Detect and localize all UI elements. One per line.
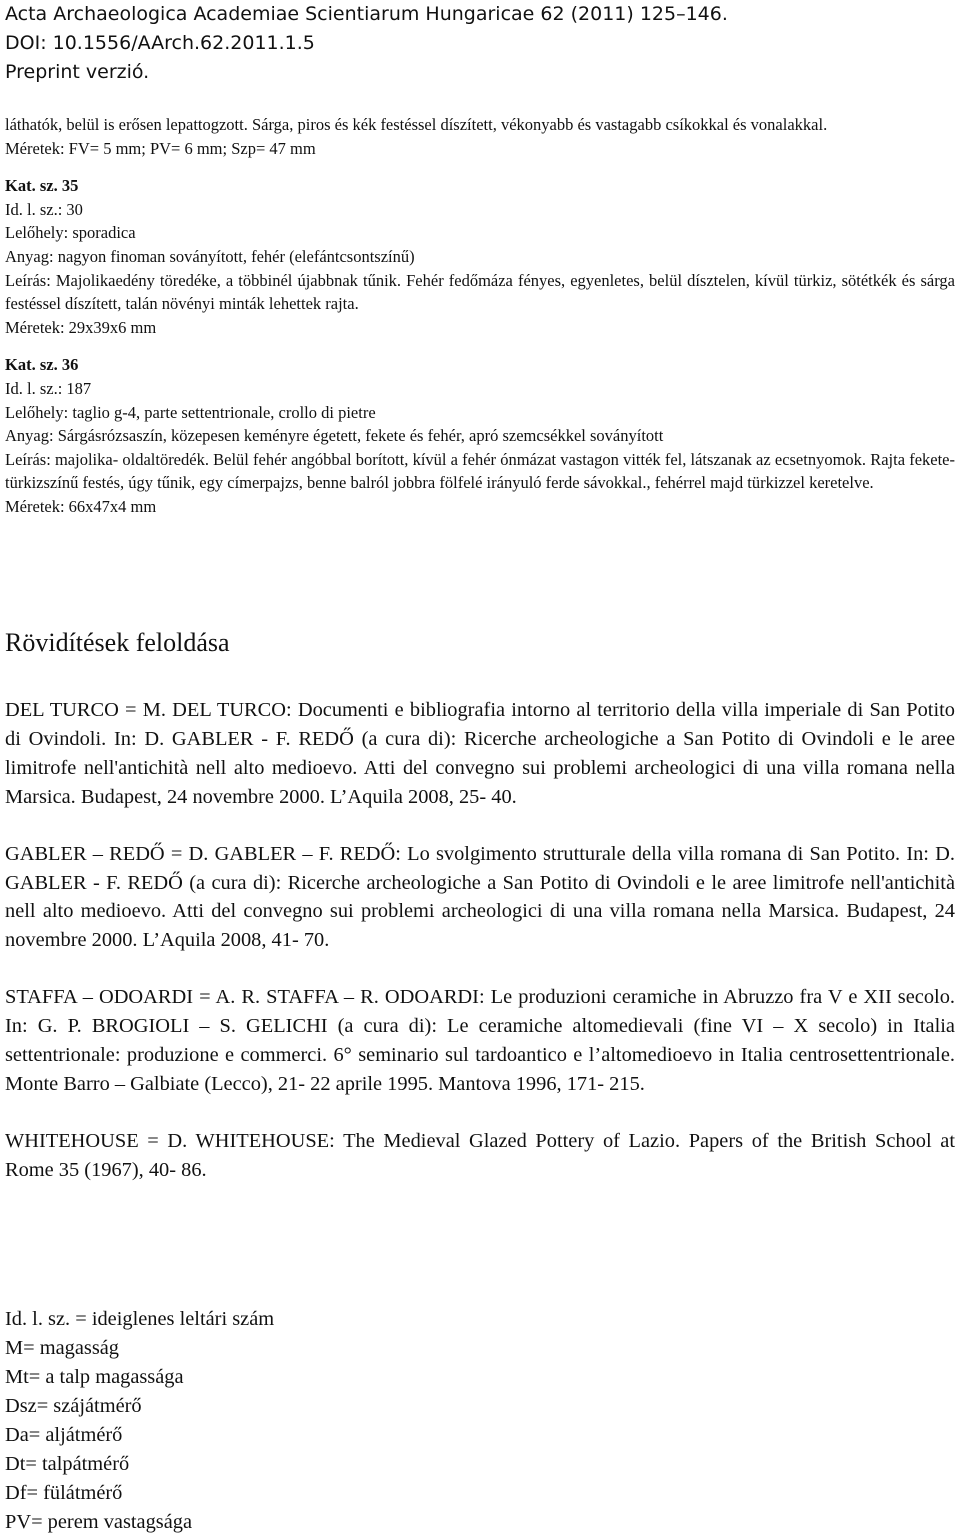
abbreviation-item: PV= perem vastagsága: [5, 1511, 193, 1533]
entry-35-description: Leírás: Majolikaedény töredéke, a többinél újabbnak tűnik. Fehér fedőmáza fényes, egyenletes, belül dísztelen, kívül türkiz, sötétkék és sárga festéssel díszített, talán növényi minták lehettek rajta.: [5, 270, 955, 314]
abbreviation-item: Mt= a talp magassága: [5, 1366, 184, 1388]
entry-36-dimensions: Méretek: 66x47x4 mm: [5, 496, 157, 516]
reference-gabler-redo: GABLER – REDŐ = D. GABLER – F. REDŐ: Lo svolgimento strutturale della villa romana di San Potito. In: D. GABLER - F. REDŐ (a cura di): Ricerche archeologiche a San Potito di Ovindoli e le aree limitrofe nell'antichità nell alto medioevo. Atti del convegno sui problemi archeologici di una villa romana nella Marsica. Budapest, 24 novembre 2000. L’Aquila 2008, 41- 70.: [5, 842, 955, 952]
entry-36-number: Kat. sz. 36: [5, 355, 79, 375]
entry-36-description: Leírás: majolika- oldaltöredék. Belül fehér angóbbal borított, kívül a fehér ónmázat vastagon vitték fel, látszanak az ecsetnyomok. Rajta fekete- türkizszínű festés, úgy tűnik, egy címerpajzs, benne balról jobbra fölfelé irányuló ferde sávokkal., fehérrel majd türkizzel keretelve.: [5, 449, 955, 493]
reference-staffa-odoardi: STAFFA – ODOARDI = A. R. STAFFA – R. ODOARDI: Le produzioni ceramiche in Abruzzo fra V e XII secolo. In: G. P. BROGIOLI – S. GELICHI (a cura di): Le ceramiche altomedievali (fine VI – X secolo) in Italia settentrionale: produzione e commerci. 6° seminario sul tardoantico e l’altomedioevo in Italia centrosettentrionale. Monte Barro – Galbiate (Lecco), 21- 22 aprile 1995. Mantova 1996, 171- 215.: [5, 986, 955, 1095]
abbreviation-item: Dt= talpátmérő: [5, 1453, 130, 1475]
entry-36-inventory: Id. l. sz.: 187: [5, 378, 92, 398]
abbreviation-item: Dsz= szájátmérő: [5, 1395, 142, 1417]
entry-36-material: Anyag: Sárgásrózsaszín, közepesen keményre égetett, fekete és fehér, apró szemcsékkel soványított: [5, 426, 664, 446]
entry-prev-text: láthatók, belül is erősen lepattogzott. Sárga, piros és kék festéssel díszített, vékonyabb és vastagabb csíkokkal és vonalakkal.: [5, 115, 828, 134]
entry-35-number: Kat. sz. 35: [5, 176, 79, 196]
document-header: [5, 0, 728, 87]
section-title: Rövidítések feloldása: [5, 628, 230, 657]
entry-35-dimensions: Méretek: 29x39x6 mm: [5, 317, 157, 337]
doi-line: DOI: 10.1556/AArch.62.2011.1.5: [5, 32, 315, 54]
abbreviation-item: Da= aljátmérő: [5, 1424, 123, 1446]
abbreviation-list: [5, 1305, 274, 1537]
abbreviation-item: Id. l. sz. = ideiglenes leltári szám: [5, 1308, 275, 1330]
entry-36-site: Lelőhely: taglio g-4, parte settentrionale, crollo di pietre: [5, 402, 376, 422]
catalog-entries: [5, 113, 955, 519]
preprint-label: Preprint verzió.: [5, 61, 150, 83]
entry-35-material: Anyag: nagyon finoman soványított, fehér (elefántcsontszínű): [5, 246, 415, 266]
reference-del-turco: DEL TURCO = M. DEL TURCO: Documenti e bibliografia intorno al territorio della villa imperiale di San Potito di Ovindoli. In: D. GABLER - F. REDŐ (a cura di): Ricerche archeologiche a San Potito di Ovindoli e le aree limitrofe nell'antichità nell alto medioevo. Atti del convegno sui problemi archeologici di una villa romana nella Marsica. Budapest, 24 novembre 2000. L’Aquila 2008, 25- 40.: [5, 699, 955, 808]
reference-list: [5, 696, 955, 1213]
entry-prev-dimensions: Méretek: FV= 5 mm; PV= 6 mm; Szp= 47 mm: [5, 138, 316, 158]
entry-35-site: Lelőhely: sporadica: [5, 223, 136, 243]
reference-whitehouse: WHITEHOUSE = D. WHITEHOUSE: The Medieval Glazed Pottery of Lazio. Papers of the British School at Rome 35 (1967), 40- 86.: [5, 1129, 955, 1181]
entry-35-inventory: Id. l. sz.: 30: [5, 199, 83, 219]
abbreviation-item: Df= fülátmérő: [5, 1482, 123, 1504]
abbreviation-item: M= magasság: [5, 1337, 120, 1359]
journal-citation: Acta Archaeologica Academiae Scientiarum Hungaricae 62 (2011) 125–146.: [5, 3, 728, 25]
